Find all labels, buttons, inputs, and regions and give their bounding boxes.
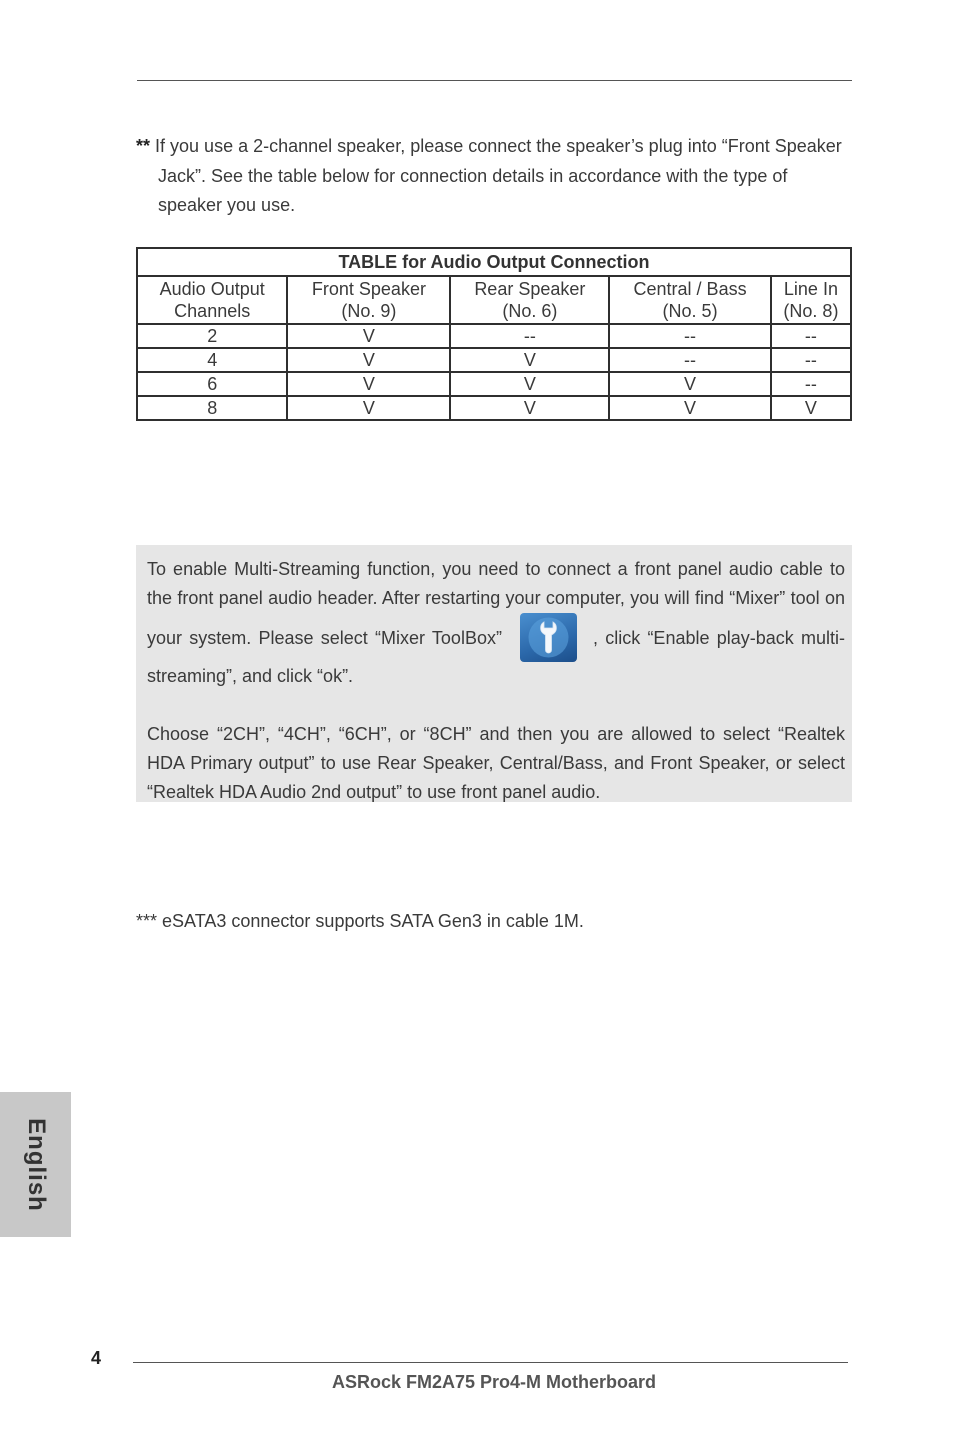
speaker-note — [136, 132, 852, 221]
table-cell: 8 — [137, 396, 287, 420]
table-cell: -- — [771, 372, 851, 396]
table-row — [137, 372, 851, 396]
note-marker: ** — [136, 136, 151, 156]
table-cell: V — [287, 324, 450, 348]
language-tab-label: English — [22, 1117, 50, 1212]
table-row — [137, 396, 851, 420]
table-cell: V — [450, 348, 609, 372]
table-cell: -- — [609, 324, 771, 348]
multi-streaming-para-1 — [147, 555, 845, 691]
table-cell: -- — [771, 324, 851, 348]
col-header: Front Speaker (No. 9) — [287, 276, 450, 324]
table-cell: V — [287, 348, 450, 372]
col-header: Rear Speaker (No. 6) — [450, 276, 609, 324]
table-cell: 6 — [137, 372, 287, 396]
para-1-text-start: To enable Multi-Streaming function, you need to connect a front panel audio cable to the front panel audio header. After restarting your computer, you will find “Mixer” tool on your system. Please select “Mixer ToolBox” — [147, 559, 845, 648]
footer-title: ASRock FM2A75 Pro4-M Motherboard — [331, 1372, 657, 1392]
bottom-rule — [133, 1362, 848, 1363]
mixer-toolbox-icon — [520, 613, 577, 662]
table-cell: -- — [609, 348, 771, 372]
table-row — [137, 348, 851, 372]
table-cell: V — [771, 396, 851, 420]
table-cell: 4 — [137, 348, 287, 372]
page-number: 4 — [91, 1348, 102, 1368]
table-caption: TABLE for Audio Output Connection — [137, 248, 851, 276]
col-header: Audio Output Channels — [137, 276, 287, 324]
top-rule — [137, 80, 852, 81]
para-1-text-end: , click “Enable play-back multi-streaming”, and click “ok”. — [147, 628, 845, 686]
audio-output-table — [136, 247, 852, 421]
table-row — [137, 324, 851, 348]
table-cell: V — [609, 396, 771, 420]
multi-streaming-note — [136, 545, 852, 802]
multi-streaming-para-2: Choose “2CH”, “4CH”, “6CH”, or “8CH” and then you are allowed to select “Realtek HDA Primary output” to use Rear Speaker, Central/Bass, and Front Speaker, or select “Realtek HDA Audio 2nd output” to use front panel audio. — [147, 724, 845, 802]
table-cell: V — [450, 372, 609, 396]
table-cell: 2 — [137, 324, 287, 348]
table-cell: -- — [450, 324, 609, 348]
table-cell: V — [287, 372, 450, 396]
table-cell: V — [609, 372, 771, 396]
col-header: Central / Bass (No. 5) — [609, 276, 771, 324]
language-tab — [0, 1092, 71, 1237]
table-cell: V — [450, 396, 609, 420]
table-cell: V — [287, 396, 450, 420]
col-header: Line In (No. 8) — [771, 276, 851, 324]
table-header-row — [137, 276, 851, 324]
speaker-note-text: If you use a 2-channel speaker, please connect the speaker’s plug into “Front Speaker Jack”. See the table below for connection details in accordance with the type of speaker you use. — [155, 136, 842, 215]
table-cell: -- — [771, 348, 851, 372]
esata-note: *** eSATA3 connector supports SATA Gen3 in cable 1M. — [136, 911, 584, 931]
